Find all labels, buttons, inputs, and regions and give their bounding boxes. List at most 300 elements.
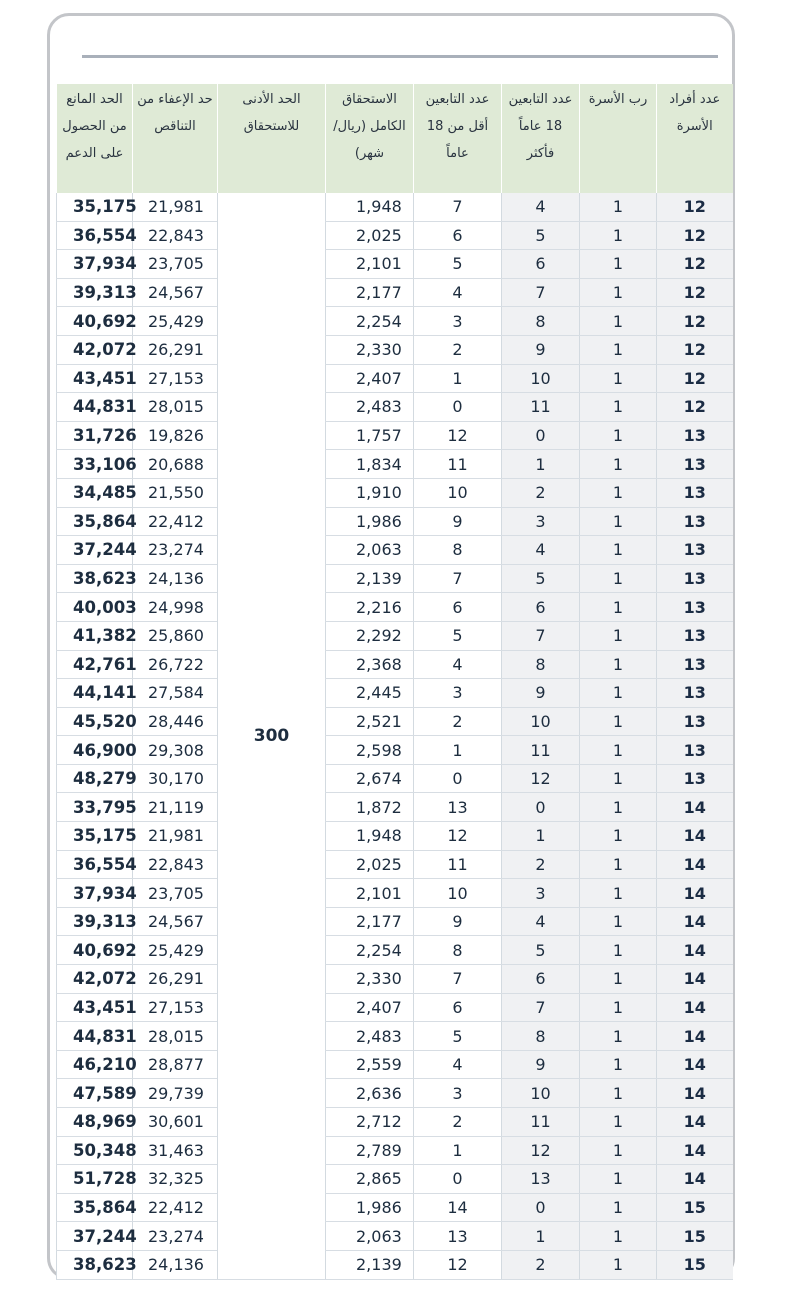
cell-adult-dependents: 10 <box>502 1079 580 1108</box>
cell-barrier-limit: 43,451 <box>57 364 133 393</box>
cell-minor-dependents: 7 <box>414 564 502 593</box>
cell-family-size: 14 <box>657 993 733 1022</box>
header-minor-dependents: عدد التابعين أقل من 18 عاماً <box>414 84 502 193</box>
cell-exemption-limit: 21,119 <box>133 793 218 822</box>
cell-full-entitlement: 2,292 <box>326 621 414 650</box>
cell-barrier-limit: 42,761 <box>57 650 133 679</box>
table-row <box>57 1136 733 1165</box>
cell-barrier-limit: 46,210 <box>57 1050 133 1079</box>
cell-family-size: 14 <box>657 1050 733 1079</box>
cell-exemption-limit: 30,601 <box>133 1108 218 1137</box>
table-row <box>57 450 733 479</box>
cell-minor-dependents: 2 <box>414 335 502 364</box>
top-divider <box>82 55 718 58</box>
table-row <box>57 536 733 565</box>
cell-minor-dependents: 14 <box>414 1193 502 1222</box>
cell-family-size: 13 <box>657 593 733 622</box>
table-row <box>57 879 733 908</box>
table-row <box>57 1193 733 1222</box>
cell-head-of-family: 1 <box>580 764 657 793</box>
cell-adult-dependents: 8 <box>502 307 580 336</box>
cell-exemption-limit: 21,981 <box>133 193 218 221</box>
cell-exemption-limit: 24,567 <box>133 278 218 307</box>
table-row <box>57 1079 733 1108</box>
cell-full-entitlement: 2,025 <box>326 221 414 250</box>
table-row <box>57 593 733 622</box>
cell-head-of-family: 1 <box>580 907 657 936</box>
cell-exemption-limit: 23,705 <box>133 879 218 908</box>
cell-full-entitlement: 2,216 <box>326 593 414 622</box>
cell-adult-dependents: 8 <box>502 1022 580 1051</box>
cell-barrier-limit: 40,692 <box>57 936 133 965</box>
cell-barrier-limit: 40,003 <box>57 593 133 622</box>
table-row <box>57 621 733 650</box>
cell-full-entitlement: 1,834 <box>326 450 414 479</box>
cell-family-size: 13 <box>657 564 733 593</box>
cell-minor-dependents: 5 <box>414 250 502 279</box>
cell-adult-dependents: 7 <box>502 621 580 650</box>
cell-full-entitlement: 1,948 <box>326 822 414 851</box>
cell-barrier-limit: 44,831 <box>57 393 133 422</box>
cell-adult-dependents: 3 <box>502 879 580 908</box>
table-row <box>57 650 733 679</box>
cell-minor-dependents: 0 <box>414 393 502 422</box>
table-row <box>57 1022 733 1051</box>
cell-minor-dependents: 6 <box>414 221 502 250</box>
cell-exemption-limit: 28,446 <box>133 707 218 736</box>
cell-full-entitlement: 2,254 <box>326 936 414 965</box>
header-barrier-limit: الحد المانع من الحصول على الدعم <box>57 84 133 193</box>
cell-full-entitlement: 2,483 <box>326 393 414 422</box>
cell-full-entitlement: 1,872 <box>326 793 414 822</box>
cell-head-of-family: 1 <box>580 421 657 450</box>
cell-adult-dependents: 5 <box>502 936 580 965</box>
cell-family-size: 13 <box>657 650 733 679</box>
cell-family-size: 13 <box>657 764 733 793</box>
cell-exemption-limit: 22,412 <box>133 1193 218 1222</box>
cell-head-of-family: 1 <box>580 250 657 279</box>
cell-family-size: 15 <box>657 1250 733 1279</box>
cell-family-size: 14 <box>657 850 733 879</box>
cell-barrier-limit: 35,175 <box>57 822 133 851</box>
cell-full-entitlement: 2,598 <box>326 736 414 765</box>
cell-head-of-family: 1 <box>580 450 657 479</box>
cell-exemption-limit: 29,308 <box>133 736 218 765</box>
table-row <box>57 393 733 422</box>
cell-family-size: 13 <box>657 679 733 708</box>
cell-exemption-limit: 25,860 <box>133 621 218 650</box>
cell-family-size: 13 <box>657 421 733 450</box>
cell-head-of-family: 1 <box>580 965 657 994</box>
header-adult-dependents: عدد التابعين 18 عاماً فأكثر <box>502 84 580 193</box>
cell-adult-dependents: 7 <box>502 278 580 307</box>
cell-head-of-family: 1 <box>580 1022 657 1051</box>
table-row <box>57 907 733 936</box>
header-exemption-limit: حد الإعفاء من التناقص <box>133 84 218 193</box>
entitlement-table <box>56 84 733 1280</box>
table-row <box>57 1250 733 1279</box>
cell-family-size: 13 <box>657 536 733 565</box>
cell-family-size: 12 <box>657 221 733 250</box>
cell-minor-dependents: 1 <box>414 1136 502 1165</box>
cell-minor-dependents: 5 <box>414 1022 502 1051</box>
cell-head-of-family: 1 <box>580 793 657 822</box>
cell-family-size: 14 <box>657 793 733 822</box>
cell-family-size: 12 <box>657 278 733 307</box>
cell-full-entitlement: 2,865 <box>326 1165 414 1194</box>
cell-exemption-limit: 19,826 <box>133 421 218 450</box>
cell-exemption-limit: 26,291 <box>133 965 218 994</box>
cell-minor-dependents: 4 <box>414 1050 502 1079</box>
cell-barrier-limit: 37,934 <box>57 879 133 908</box>
cell-full-entitlement: 2,063 <box>326 536 414 565</box>
cell-family-size: 14 <box>657 936 733 965</box>
cell-head-of-family: 1 <box>580 1165 657 1194</box>
cell-full-entitlement: 1,986 <box>326 507 414 536</box>
cell-adult-dependents: 1 <box>502 450 580 479</box>
cell-barrier-limit: 41,382 <box>57 621 133 650</box>
cell-minor-dependents: 7 <box>414 193 502 221</box>
table-body <box>57 193 733 1279</box>
cell-minor-dependents: 2 <box>414 707 502 736</box>
cell-adult-dependents: 5 <box>502 221 580 250</box>
cell-full-entitlement: 2,407 <box>326 364 414 393</box>
cell-family-size: 12 <box>657 250 733 279</box>
table-row <box>57 1165 733 1194</box>
cell-adult-dependents: 1 <box>502 822 580 851</box>
cell-minor-dependents: 6 <box>414 993 502 1022</box>
cell-full-entitlement: 2,063 <box>326 1222 414 1251</box>
cell-exemption-limit: 25,429 <box>133 936 218 965</box>
cell-barrier-limit: 46,900 <box>57 736 133 765</box>
cell-exemption-limit: 27,153 <box>133 364 218 393</box>
cell-adult-dependents: 1 <box>502 1222 580 1251</box>
cell-exemption-limit: 25,429 <box>133 307 218 336</box>
cell-full-entitlement: 2,521 <box>326 707 414 736</box>
cell-head-of-family: 1 <box>580 1079 657 1108</box>
cell-adult-dependents: 0 <box>502 1193 580 1222</box>
cell-adult-dependents: 9 <box>502 335 580 364</box>
cell-barrier-limit: 40,692 <box>57 307 133 336</box>
cell-exemption-limit: 22,843 <box>133 850 218 879</box>
cell-full-entitlement: 2,330 <box>326 965 414 994</box>
cell-barrier-limit: 39,313 <box>57 907 133 936</box>
cell-exemption-limit: 27,584 <box>133 679 218 708</box>
cell-adult-dependents: 2 <box>502 1250 580 1279</box>
cell-family-size: 14 <box>657 1108 733 1137</box>
cell-minor-dependents: 12 <box>414 1250 502 1279</box>
table-row <box>57 364 733 393</box>
cell-family-size: 15 <box>657 1222 733 1251</box>
cell-barrier-limit: 37,934 <box>57 250 133 279</box>
cell-adult-dependents: 4 <box>502 907 580 936</box>
table-row <box>57 1050 733 1079</box>
cell-adult-dependents: 12 <box>502 764 580 793</box>
cell-head-of-family: 1 <box>580 1108 657 1137</box>
cell-minor-dependents: 3 <box>414 1079 502 1108</box>
cell-family-size: 14 <box>657 1136 733 1165</box>
cell-head-of-family: 1 <box>580 707 657 736</box>
table-row <box>57 507 733 536</box>
cell-barrier-limit: 33,106 <box>57 450 133 479</box>
cell-minor-dependents: 7 <box>414 965 502 994</box>
table-row <box>57 764 733 793</box>
cell-head-of-family: 1 <box>580 850 657 879</box>
cell-head-of-family: 1 <box>580 936 657 965</box>
cell-exemption-limit: 21,981 <box>133 822 218 851</box>
cell-barrier-limit: 33,795 <box>57 793 133 822</box>
cell-head-of-family: 1 <box>580 1136 657 1165</box>
cell-adult-dependents: 6 <box>502 593 580 622</box>
table-row <box>57 965 733 994</box>
cell-family-size: 13 <box>657 478 733 507</box>
cell-family-size: 12 <box>657 393 733 422</box>
cell-barrier-limit: 43,451 <box>57 993 133 1022</box>
cell-full-entitlement: 2,101 <box>326 250 414 279</box>
cell-full-entitlement: 2,445 <box>326 679 414 708</box>
table-row <box>57 478 733 507</box>
cell-barrier-limit: 47,589 <box>57 1079 133 1108</box>
cell-adult-dependents: 2 <box>502 478 580 507</box>
cell-head-of-family: 1 <box>580 593 657 622</box>
cell-adult-dependents: 3 <box>502 507 580 536</box>
table-row <box>57 993 733 1022</box>
cell-full-entitlement: 2,139 <box>326 564 414 593</box>
cell-head-of-family: 1 <box>580 1222 657 1251</box>
cell-barrier-limit: 35,864 <box>57 1193 133 1222</box>
cell-head-of-family: 1 <box>580 335 657 364</box>
cell-exemption-limit: 24,136 <box>133 564 218 593</box>
cell-family-size: 13 <box>657 450 733 479</box>
header-family-size: عدد أفراد الأسرة <box>657 84 733 193</box>
cell-head-of-family: 1 <box>580 193 657 221</box>
cell-family-size: 15 <box>657 1193 733 1222</box>
cell-adult-dependents: 10 <box>502 707 580 736</box>
table-row <box>57 278 733 307</box>
cell-head-of-family: 1 <box>580 393 657 422</box>
cell-family-size: 12 <box>657 335 733 364</box>
cell-barrier-limit: 50,348 <box>57 1136 133 1165</box>
cell-exemption-limit: 28,877 <box>133 1050 218 1079</box>
header-row <box>57 84 733 193</box>
cell-head-of-family: 1 <box>580 478 657 507</box>
cell-adult-dependents: 11 <box>502 1108 580 1137</box>
cell-full-entitlement: 2,559 <box>326 1050 414 1079</box>
table-row <box>57 250 733 279</box>
cell-full-entitlement: 1,986 <box>326 1193 414 1222</box>
cell-family-size: 14 <box>657 907 733 936</box>
cell-barrier-limit: 42,072 <box>57 965 133 994</box>
cell-family-size: 13 <box>657 707 733 736</box>
table-row <box>57 793 733 822</box>
cell-full-entitlement: 2,177 <box>326 278 414 307</box>
cell-family-size: 13 <box>657 507 733 536</box>
cell-adult-dependents: 11 <box>502 736 580 765</box>
cell-adult-dependents: 12 <box>502 1136 580 1165</box>
cell-full-entitlement: 2,139 <box>326 1250 414 1279</box>
cell-barrier-limit: 35,864 <box>57 507 133 536</box>
cell-family-size: 14 <box>657 822 733 851</box>
cell-full-entitlement: 2,636 <box>326 1079 414 1108</box>
table-row <box>57 1222 733 1251</box>
table-row <box>57 707 733 736</box>
cell-minor-dependents: 2 <box>414 1108 502 1137</box>
cell-adult-dependents: 6 <box>502 965 580 994</box>
cell-exemption-limit: 24,998 <box>133 593 218 622</box>
cell-barrier-limit: 31,726 <box>57 421 133 450</box>
cell-head-of-family: 1 <box>580 1250 657 1279</box>
cell-exemption-limit: 22,412 <box>133 507 218 536</box>
cell-exemption-limit: 21,550 <box>133 478 218 507</box>
cell-minor-dependents: 10 <box>414 879 502 908</box>
cell-family-size: 14 <box>657 965 733 994</box>
cell-family-size: 13 <box>657 621 733 650</box>
table-row <box>57 1108 733 1137</box>
table-row <box>57 679 733 708</box>
cell-adult-dependents: 9 <box>502 1050 580 1079</box>
cell-minor-dependents: 8 <box>414 936 502 965</box>
table-row <box>57 221 733 250</box>
cell-full-entitlement: 1,948 <box>326 193 414 221</box>
cell-adult-dependents: 7 <box>502 993 580 1022</box>
cell-exemption-limit: 28,015 <box>133 393 218 422</box>
cell-minor-dependents: 6 <box>414 593 502 622</box>
cell-barrier-limit: 48,969 <box>57 1108 133 1137</box>
cell-full-entitlement: 2,407 <box>326 993 414 1022</box>
cell-exemption-limit: 24,136 <box>133 1250 218 1279</box>
cell-minor-dependents: 10 <box>414 478 502 507</box>
header-head-of-family: رب الأسرة <box>580 84 657 193</box>
cell-minor-dependents: 4 <box>414 278 502 307</box>
cell-exemption-limit: 24,567 <box>133 907 218 936</box>
cell-adult-dependents: 0 <box>502 793 580 822</box>
cell-head-of-family: 1 <box>580 736 657 765</box>
cell-head-of-family: 1 <box>580 879 657 908</box>
cell-minor-dependents: 3 <box>414 679 502 708</box>
cell-exemption-limit: 29,739 <box>133 1079 218 1108</box>
cell-minor-dependents: 9 <box>414 907 502 936</box>
cell-family-size: 12 <box>657 364 733 393</box>
cell-barrier-limit: 36,554 <box>57 221 133 250</box>
cell-full-entitlement: 2,368 <box>326 650 414 679</box>
cell-head-of-family: 1 <box>580 564 657 593</box>
cell-full-entitlement: 2,674 <box>326 764 414 793</box>
cell-head-of-family: 1 <box>580 621 657 650</box>
cell-adult-dependents: 8 <box>502 650 580 679</box>
cell-head-of-family: 1 <box>580 221 657 250</box>
cell-family-size: 12 <box>657 307 733 336</box>
cell-barrier-limit: 39,313 <box>57 278 133 307</box>
cell-adult-dependents: 2 <box>502 850 580 879</box>
cell-minor-dependents: 12 <box>414 822 502 851</box>
table-row <box>57 307 733 336</box>
cell-full-entitlement: 2,254 <box>326 307 414 336</box>
cell-head-of-family: 1 <box>580 650 657 679</box>
cell-head-of-family: 1 <box>580 364 657 393</box>
cell-barrier-limit: 44,831 <box>57 1022 133 1051</box>
cell-minor-dependents: 9 <box>414 507 502 536</box>
header-min-entitlement: الحد الأدنى للاستحقاق <box>218 84 326 193</box>
cell-full-entitlement: 2,712 <box>326 1108 414 1137</box>
cell-minor-dependents: 4 <box>414 650 502 679</box>
cell-adult-dependents: 13 <box>502 1165 580 1194</box>
cell-barrier-limit: 34,485 <box>57 478 133 507</box>
cell-barrier-limit: 48,279 <box>57 764 133 793</box>
cell-head-of-family: 1 <box>580 679 657 708</box>
cell-full-entitlement: 1,757 <box>326 421 414 450</box>
cell-full-entitlement: 1,910 <box>326 478 414 507</box>
cell-family-size: 12 <box>657 193 733 221</box>
cell-head-of-family: 1 <box>580 536 657 565</box>
cell-minor-dependents: 1 <box>414 364 502 393</box>
cell-exemption-limit: 23,274 <box>133 1222 218 1251</box>
table-row <box>57 335 733 364</box>
table-row <box>57 936 733 965</box>
cell-head-of-family: 1 <box>580 278 657 307</box>
cell-barrier-limit: 36,554 <box>57 850 133 879</box>
cell-family-size: 14 <box>657 1022 733 1051</box>
cell-barrier-limit: 51,728 <box>57 1165 133 1194</box>
cell-adult-dependents: 0 <box>502 421 580 450</box>
header-full-entitlement: الاستحقاق الكامل (ريال/شهر) <box>326 84 414 193</box>
cell-family-size: 14 <box>657 879 733 908</box>
cell-adult-dependents: 4 <box>502 193 580 221</box>
cell-exemption-limit: 22,843 <box>133 221 218 250</box>
cell-exemption-limit: 23,705 <box>133 250 218 279</box>
table-row <box>57 564 733 593</box>
cell-exemption-limit: 23,274 <box>133 536 218 565</box>
cell-exemption-limit: 32,325 <box>133 1165 218 1194</box>
cell-exemption-limit: 26,291 <box>133 335 218 364</box>
cell-adult-dependents: 11 <box>502 393 580 422</box>
cell-full-entitlement: 2,483 <box>326 1022 414 1051</box>
cell-family-size: 14 <box>657 1165 733 1194</box>
cell-adult-dependents: 10 <box>502 364 580 393</box>
cell-minor-dependents: 0 <box>414 1165 502 1194</box>
cell-head-of-family: 1 <box>580 307 657 336</box>
cell-full-entitlement: 2,789 <box>326 1136 414 1165</box>
cell-adult-dependents: 6 <box>502 250 580 279</box>
cell-head-of-family: 1 <box>580 822 657 851</box>
cell-exemption-limit: 31,463 <box>133 1136 218 1165</box>
cell-barrier-limit: 38,623 <box>57 1250 133 1279</box>
cell-barrier-limit: 35,175 <box>57 193 133 221</box>
cell-min-entitlement: 300 <box>218 193 326 1279</box>
cell-family-size: 13 <box>657 736 733 765</box>
cell-minor-dependents: 8 <box>414 536 502 565</box>
cell-adult-dependents: 9 <box>502 679 580 708</box>
cell-adult-dependents: 4 <box>502 536 580 565</box>
cell-head-of-family: 1 <box>580 993 657 1022</box>
table-row <box>57 193 733 221</box>
cell-minor-dependents: 3 <box>414 307 502 336</box>
cell-minor-dependents: 12 <box>414 421 502 450</box>
cell-minor-dependents: 5 <box>414 621 502 650</box>
cell-minor-dependents: 0 <box>414 764 502 793</box>
table-row <box>57 822 733 851</box>
cell-full-entitlement: 2,177 <box>326 907 414 936</box>
cell-barrier-limit: 42,072 <box>57 335 133 364</box>
table-row <box>57 736 733 765</box>
cell-full-entitlement: 2,101 <box>326 879 414 908</box>
cell-exemption-limit: 20,688 <box>133 450 218 479</box>
cell-minor-dependents: 1 <box>414 736 502 765</box>
cell-exemption-limit: 30,170 <box>133 764 218 793</box>
cell-full-entitlement: 2,330 <box>326 335 414 364</box>
cell-barrier-limit: 38,623 <box>57 564 133 593</box>
table-row <box>57 850 733 879</box>
cell-exemption-limit: 28,015 <box>133 1022 218 1051</box>
